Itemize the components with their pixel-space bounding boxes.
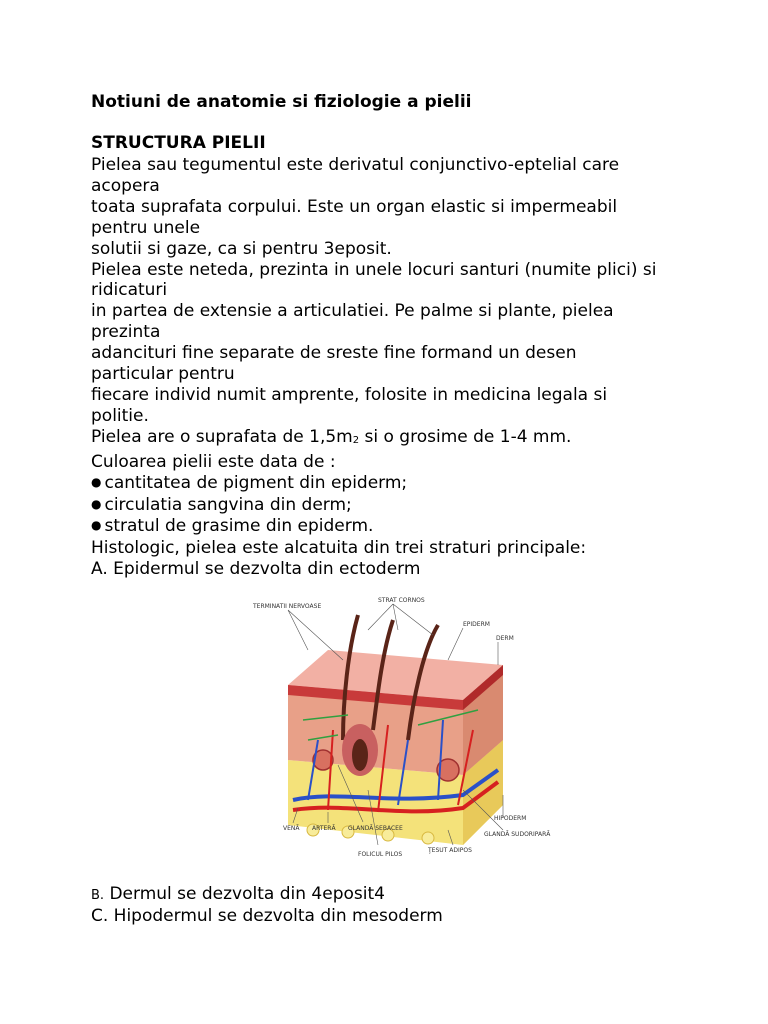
layer-c: C. Hipodermul se dezvolta din mesoderm: [91, 906, 443, 926]
text-line: particular pentru: [91, 364, 235, 385]
text-line: pentru unele: [91, 217, 201, 238]
fat-cell: [422, 832, 434, 844]
label-epiderm: EPIDERM: [463, 621, 490, 628]
text-line: toata suprafata corpului. Este un organ elastic si impermeabil: [91, 196, 618, 217]
text-line: prezinta: [91, 322, 161, 343]
skin-diagram: [248, 590, 551, 868]
layer-b-text: Dermul se dezvolta din 4eposit4: [104, 884, 385, 904]
area-line: [91, 427, 691, 452]
layer-a: A. Epidermul se dezvolta din ectoderm: [91, 559, 421, 580]
bullet-icon: ●: [91, 474, 102, 489]
layer-b-prefix: B.: [91, 888, 105, 903]
bullet-text: circulatia sangvina din derm;: [104, 494, 352, 515]
label-glanda-sudoripara: GLANDĂ SUDORIPARĂ: [484, 831, 551, 838]
bullet-icon: ●: [91, 496, 102, 511]
document-body: [91, 155, 691, 580]
label-artera: ARTERĂ: [312, 825, 336, 832]
bullet-icon: ●: [91, 518, 102, 533]
text-line: in partea de extensie a articulatiei. Pe palme si plante, pielea: [91, 301, 614, 322]
bullet-item: [91, 495, 691, 517]
text-line: Pielea este neteda, prezinta in unele locuri santuri (numite plici) si: [91, 259, 657, 280]
section-heading: STRUCTURA PIELII: [91, 133, 266, 153]
document-title: Notiuni de anatomie si fiziologie a pielii: [91, 92, 472, 112]
layers-continued: [91, 884, 443, 927]
text-line: fiecare individ numit amprente, folosite in medicina legala si: [91, 384, 608, 405]
area-text: Pielea are o suprafata de 1,5m: [91, 426, 353, 447]
area-subscript: 2: [352, 434, 360, 446]
label-derm: DERM: [496, 635, 514, 642]
area-text-end: si o grosime de 1-4 mm.: [359, 426, 572, 447]
hair-root: [352, 739, 368, 771]
label-strat-cornos: STRAT CORNOS: [378, 597, 425, 604]
histology-intro: Histologic, pielea este alcatuita din trei straturi principale:: [91, 538, 587, 559]
bullet-text: cantitatea de pigment din epiderm;: [104, 472, 408, 493]
text-line: solutii si gaze, ca si pentru 3eposit.: [91, 238, 392, 259]
color-intro: Culoarea pielii este data de :: [91, 451, 336, 472]
text-line: Pielea sau tegumentul este derivatul conjunctivo-eptelial care: [91, 155, 620, 175]
skin-diagram-svg: [248, 590, 551, 868]
label-tesut-adipos: ŢESUT ADIPOS: [428, 847, 472, 854]
label-hipoderm: HIPODERM: [494, 815, 527, 822]
bullet-item: [91, 473, 691, 495]
text-line: politie.: [91, 405, 149, 426]
label-vena: VENĂ: [283, 825, 300, 832]
text-line: ridicaturi: [91, 280, 168, 301]
text-line: acopera: [91, 175, 160, 196]
bullet-text: stratul de grasime din epiderm.: [104, 516, 374, 537]
label-terminatii: TERMINATII NERVOASE: [253, 603, 322, 610]
layer-b: [91, 884, 443, 906]
text-line: adancituri fine separate de sreste fine formand un desen: [91, 343, 577, 364]
label-glanda-sebacee: GLANDĂ SEBACEE: [348, 825, 403, 832]
bullet-item: [91, 516, 691, 538]
label-folicul: FOLICUL PILOS: [358, 851, 403, 858]
